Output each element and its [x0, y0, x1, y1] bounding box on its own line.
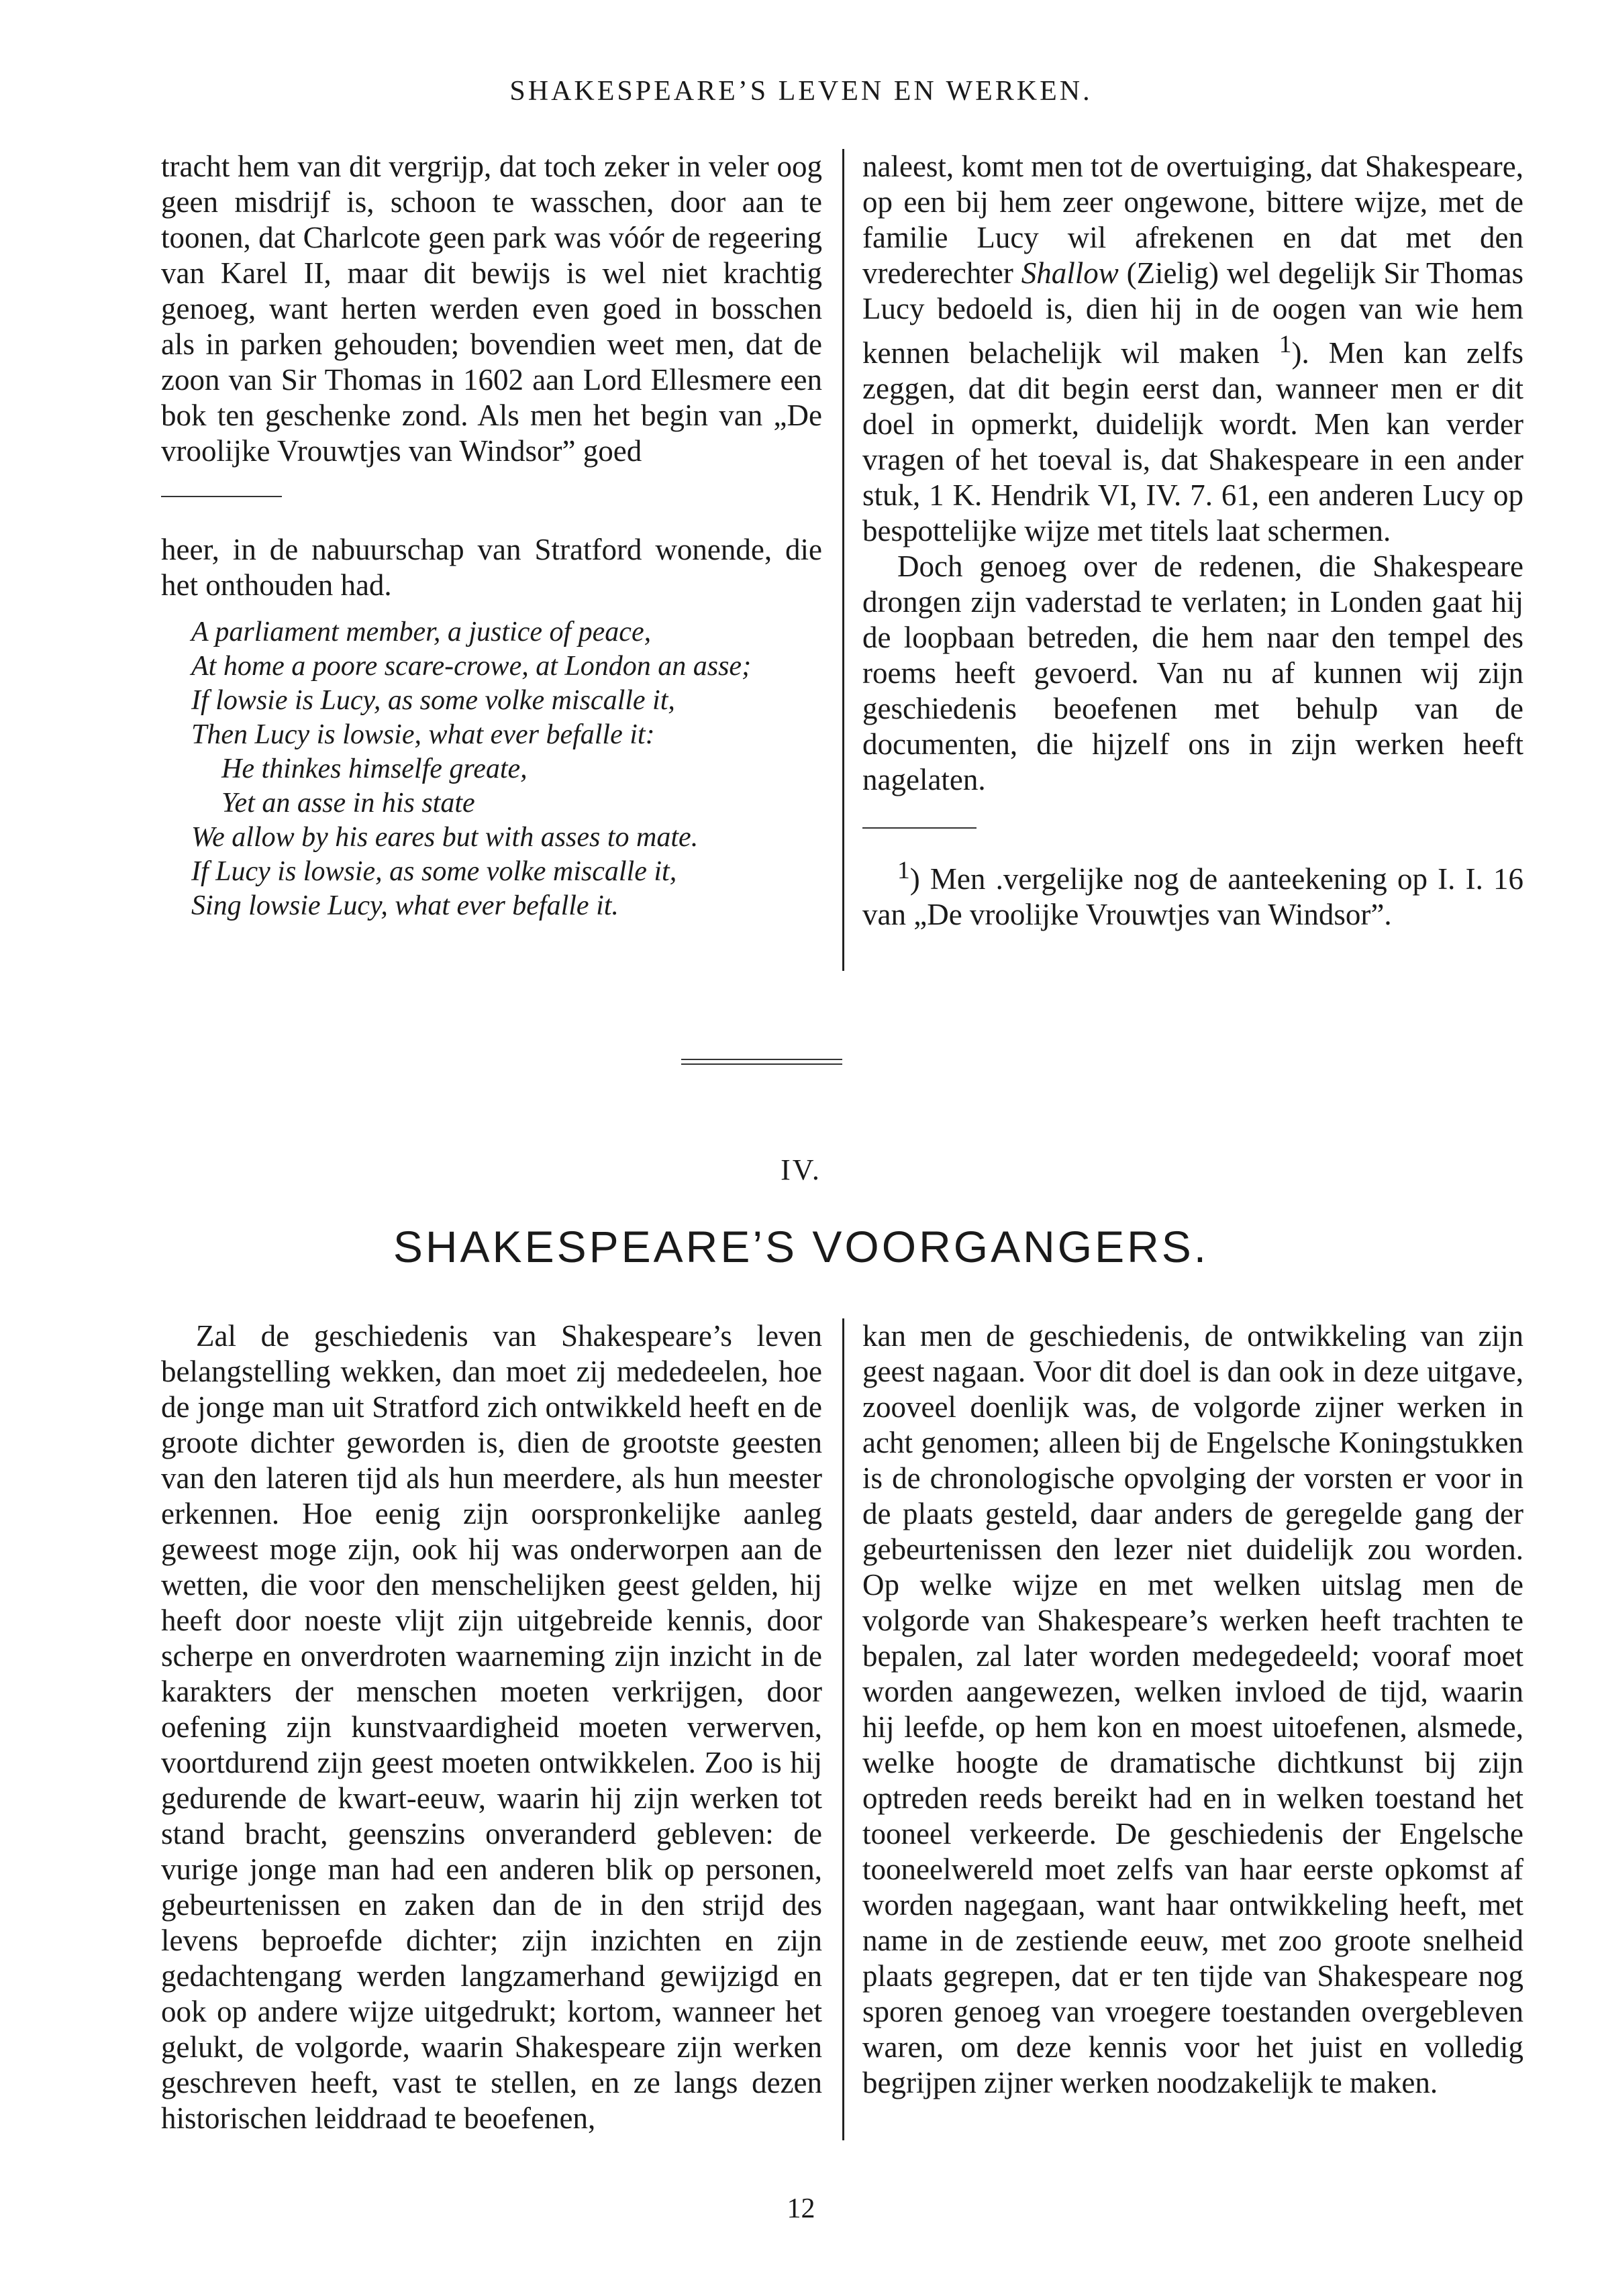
page-number: 12 — [787, 2193, 815, 2224]
ballad — [161, 615, 822, 923]
lower-column-divider — [842, 1318, 844, 2140]
ballad-line: At home a poore scare-crowe, at London an asse; — [191, 651, 752, 682]
footnote-rule-left — [161, 496, 282, 497]
footnote-marker: 1 — [897, 857, 910, 884]
upper-left-footnote: heer, in de nabuurschap van Stratford wonende, die het onthouden had. — [161, 533, 822, 602]
upper-column-divider — [842, 149, 844, 971]
text-run: ). Men kan zelfs zeggen, dat dit begin eerst dan, wanneer men er dit doel in opmerkt, duidelijk wordt. Men kan verder vragen of het toeval is, dat Shakespeare in een ander stuk, 1 K. Hendrik VI, IV. 7. 61, een anderen Lucy op bespottelijke wijze met titels laat schermen. — [862, 336, 1524, 547]
shallow-name: Shallow — [1021, 256, 1119, 290]
ballad-line: He thinkes himselfe greate, — [221, 753, 528, 784]
lower-right-paragraph: kan men de geschiedenis, de ontwikkeling van zijn geest nagaan. Voor dit doel is dan ook in deze uitgave, zooveel doenlijk was, de volgorde zijner werken in acht genomen; alleen bij de Engelsche Koningstukken is de chronologische opvolging der vorsten er voor in de plaats gesteld, daar anders de geregelde gang der gebeurtenissen den lezer niet duidelijk zou worden. Op welke wijze en met welken uitslag men de volgorde van Shakespeare’s werken heeft trachten te bepalen, zal later worden medegedeeld; vooraf moet worden aangewezen, welken invloed de tijd, waarin hij leefde, op hem kon en moest uitoefenen, alsmede, welke hoogte de dramatische dichtkunst bij zijn optreden reeds bereikt had en in welken toestand het tooneel verkeerde. De geschiedenis der Engelsche tooneelwereld moet zelfs van haar eerste opkomst af worden nagegaan, want haar ontwikkeling heeft, met name in de zestiende eeuw, met zoo groote snelheid plaats gegrepen, dat er ten tijde van Shakespeare nog sporen genoeg van vroegere toestanden overgebleven waren, om deze kennis voor het juist en volledig begrijpen zijner werken noodzakelijk te maken. — [862, 1319, 1523, 2099]
lower-left-column — [161, 1318, 822, 2136]
footnote-rule-right — [862, 827, 977, 829]
upper-right-paragraph-2: Doch genoeg over de redenen, die Shakespeare drongen zijn vaderstad te verlaten; in Londen gaat hij de loopbaan betreden, die hem naar den tempel des roems heeft gevoerd. Van nu af kunnen wij zijn geschiedenis beoefenen met behulp van de documenten, die hijzelf ons in zijn werken heeft nagelaten. — [862, 550, 1523, 796]
section-number: IV. — [781, 1153, 821, 1186]
text-run: naleest, komt men tot de overtuiging, dat Shakespeare, op een bij hem zeer ongewone, bittere wijze, met de familie Lucy wil afrekenen en dat met den vrederechter — [862, 150, 1523, 290]
upper-right-column — [862, 149, 1523, 933]
ballad-line: If lowsie is Lucy, as some volke miscalle it, — [191, 685, 675, 716]
ballad-line: Yet an asse in his state — [221, 788, 475, 819]
ballad-line: If Lucy is lowsie, as some volke miscalle it, — [191, 856, 677, 887]
running-head: SHAKESPEARE’S LEVEN EN WERKEN. — [509, 76, 1093, 107]
upper-left-column — [161, 149, 822, 923]
lower-left-paragraph: Zal de geschiedenis van Shakespeare’s leven belangstelling wekken, dan moet zij mededeelen, hoe de jonge man uit Stratford zich ontwikkeld heeft en de groote dichter geworden is, dien de grootste geesten van den lateren tijd als hun meerdere, als hun meester erkennen. Hoe eenig zijn oorspronkelijke aanleg geweest moge zijn, ook hij was onderworpen aan de wetten, die voor den menschelijken geest gelden, hij heeft door noeste vlijt zijn uitgebreide kennis, door scherpe en onverdroten waarneming zijn inzicht in de karakters der menschen moeten verkrijgen, door oefening zijn kunstvaardigheid moeten verwerven, voortdurend zijn geest moeten ontwikkelen. Zoo is hij gedurende de kwart-eeuw, waarin hij zijn werken tot stand bracht, geenszins onveranderd gebleven: de vurige jonge man had een anderen blik op personen, gebeurtenissen en zaken dan de in den strijd des levens beproefde dichter; zijn inzichten en zijn gedachtengang werden langzamerhand gewijzigd en ook op andere wijze uitgedrukt; kortom, wanneer het gelukt, de volgorde, waarin Shakespeare zijn werken geschreven heeft, vast te stellen, en ze langs dezen historischen leiddraad te beoefenen, — [161, 1319, 822, 2135]
upper-left-paragraph: tracht hem van dit vergrijp, dat toch zeker in veler oog geen misdrijf is, schoon te wasschen, door aan te toonen, dat Charlcote geen park was vóór de regeering van Karel II, maar dit bewijs is wel niet krachtig genoeg, want herten werden even goed in bosschen als in parken gehouden; bovendien weet men, dat de zoon van Sir Thomas in 1602 aan Lord Ellesmere een bok ten geschenke zond. Als men het begin van „De vroolijke Vrouwtjes van Windsor” goed — [161, 150, 822, 468]
text-run: (Zielig) wel degelijk Sir Thomas Lucy bedoeld is, dien hij in de oogen van wie hem kennen belachelijk wil maken — [862, 256, 1524, 370]
upper-right-footnote — [862, 853, 1523, 933]
footnote-marker: 1 — [1279, 331, 1292, 358]
footnote-text: ) Men .vergelijke nog de aanteekening op I. I. 16 van „De vroolijke Vrouwtjes van Windsor”. — [862, 862, 1523, 931]
upper-right-paragraph-1 — [862, 149, 1523, 549]
ballad-line: Then Lucy is lowsie, what ever befalle it: — [191, 719, 655, 750]
section-title: SHAKESPEARE’S VOORGANGERS. — [393, 1222, 1209, 1271]
lower-right-column — [862, 1318, 1523, 2101]
ballad-line: Sing lowsie Lucy, what ever befalle it. — [191, 890, 619, 921]
ballad-line: A parliament member, a justice of peace, — [191, 617, 652, 647]
ballad-line: We allow by his eares but with asses to mate. — [191, 822, 699, 853]
section-divider — [681, 1059, 842, 1065]
